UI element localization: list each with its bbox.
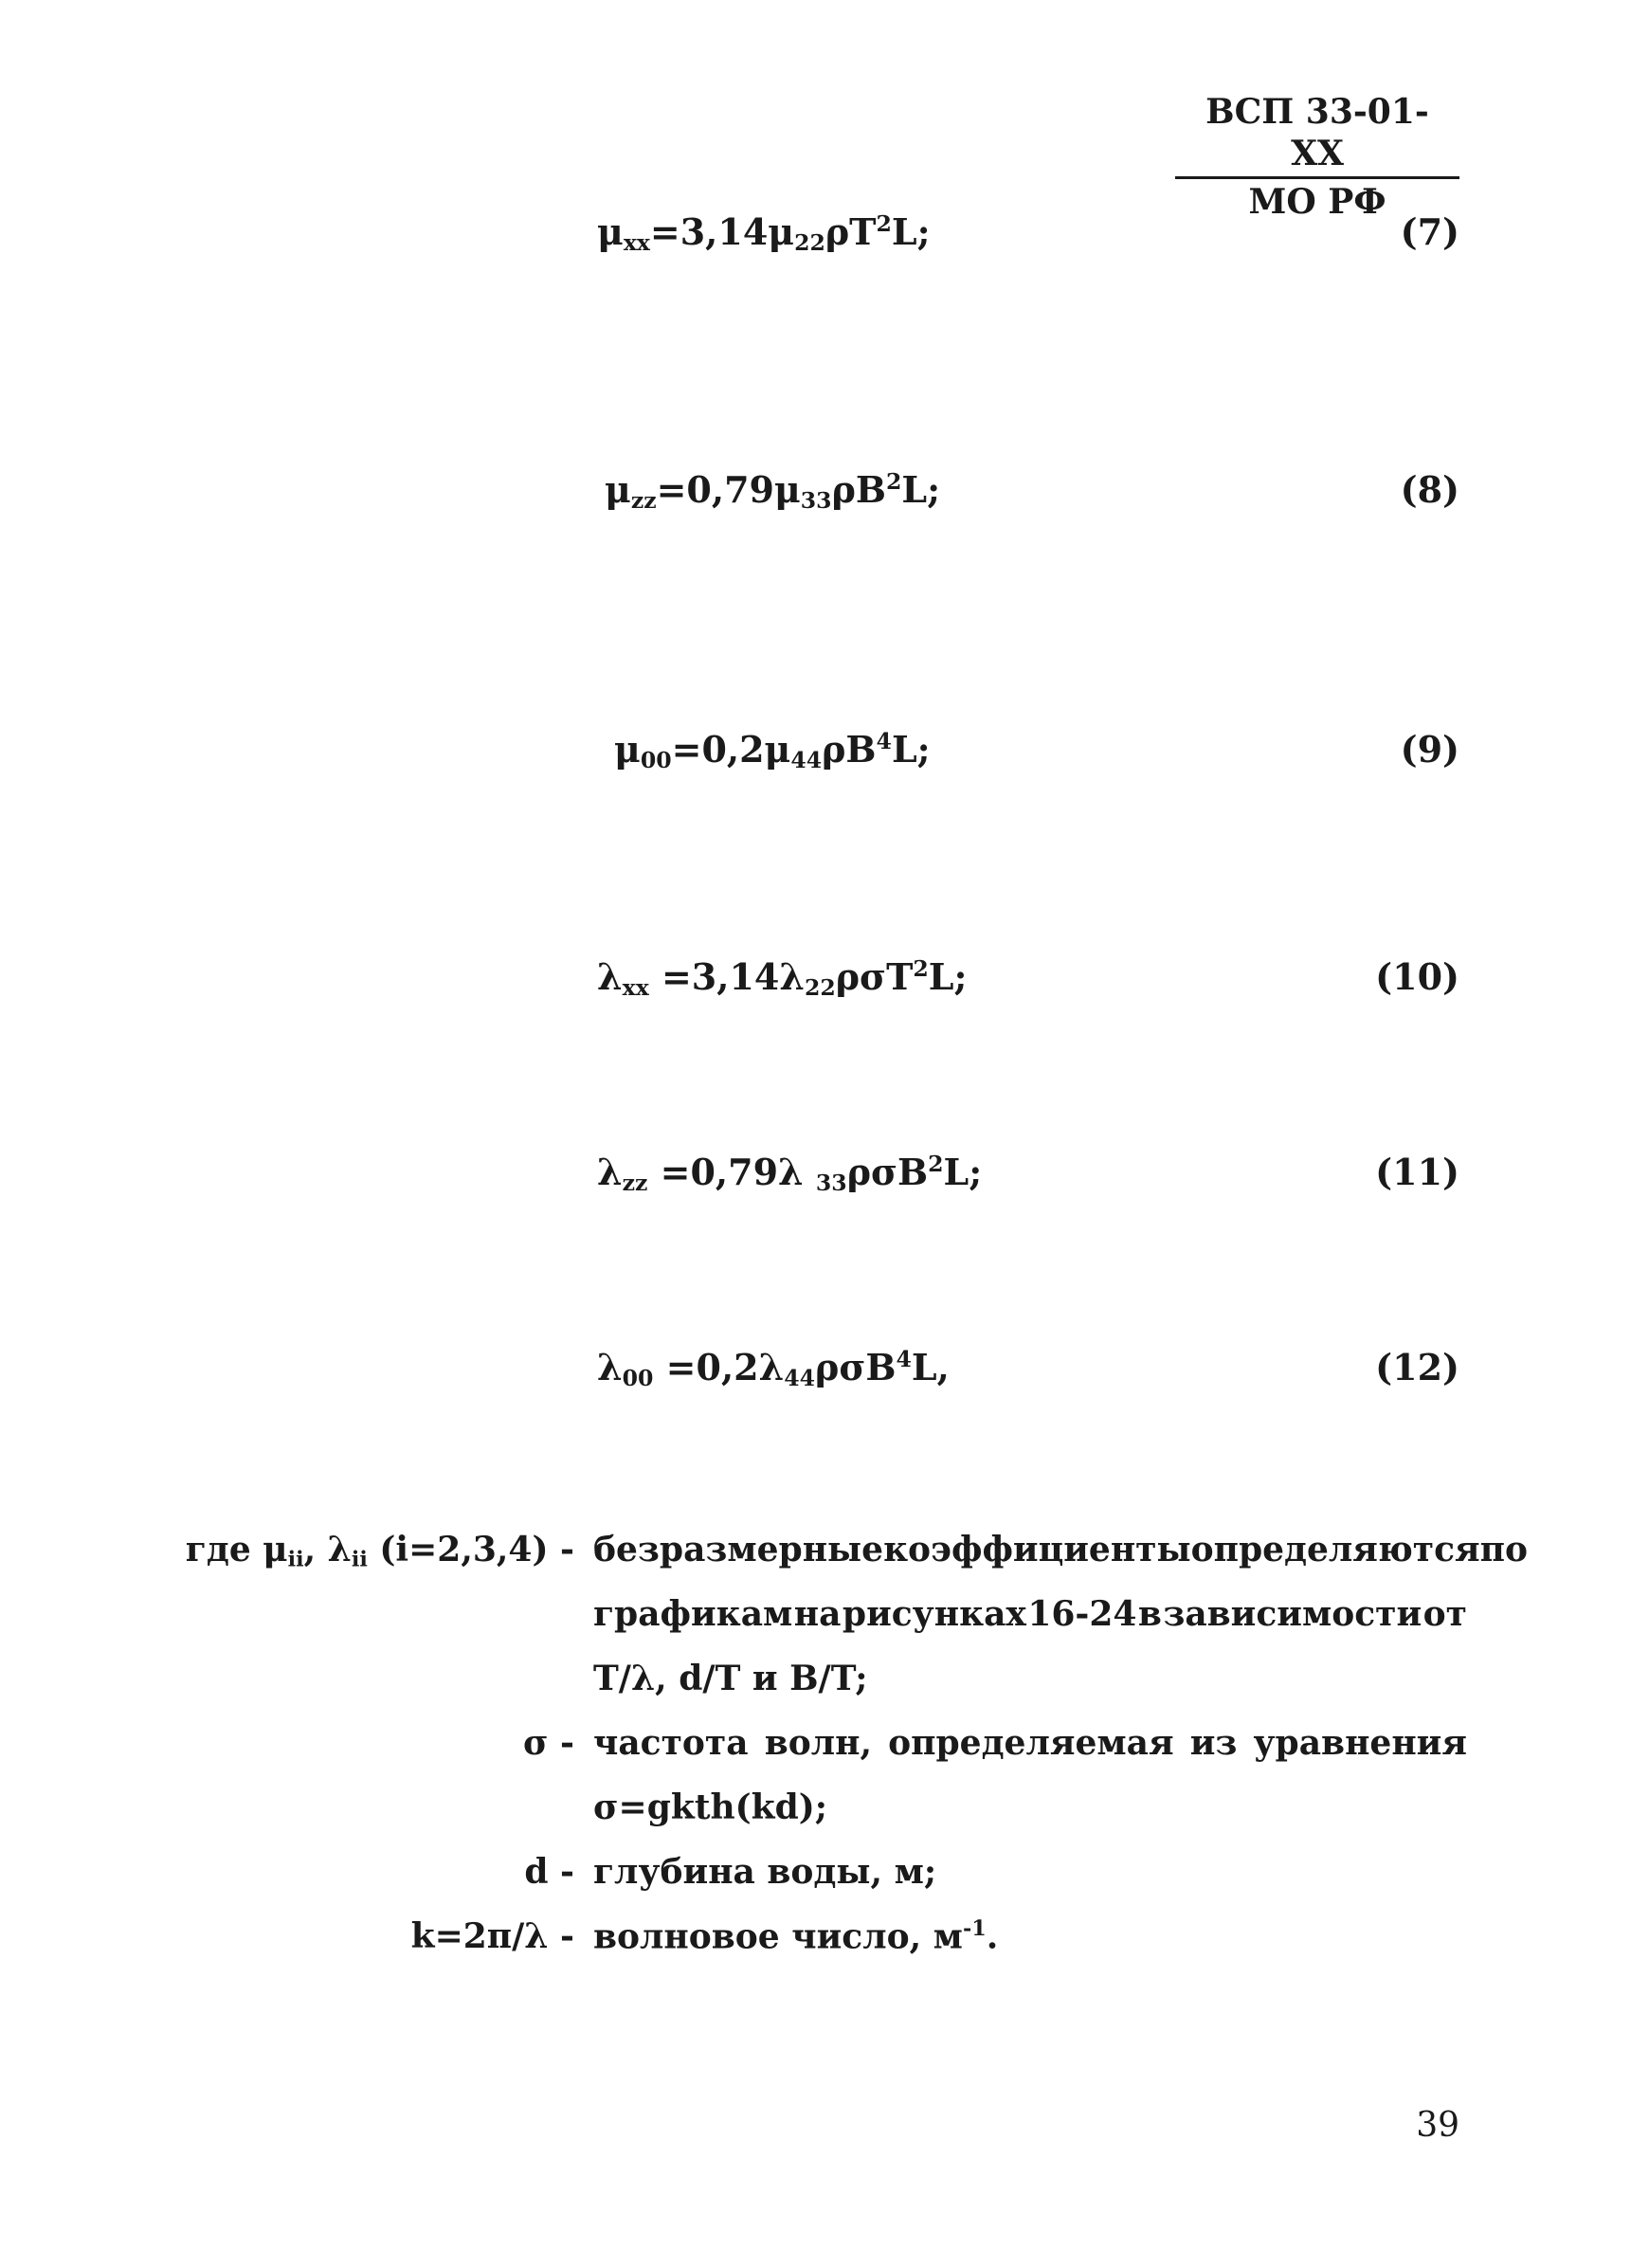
equation-row (0, 210, 1649, 267)
definition-row (0, 1594, 1649, 1659)
definition-text: σ=gkth(kd); (593, 1787, 828, 1827)
equation-number: (11) (1375, 1151, 1459, 1193)
definition-row (0, 1723, 1649, 1787)
equation-row (0, 1346, 1649, 1403)
equation-formula: $\mu_{zz}=0,79\mu_{33}\rho B^2L$; (605, 468, 941, 514)
definition-row (0, 1530, 1649, 1594)
equation-number: (7) (1400, 210, 1459, 253)
equation-formula: $\mu_{00}=0,2\mu_{44}\rho B^4L$; (614, 728, 931, 773)
equation-number: (8) (1400, 468, 1459, 511)
definition-text: безразмерные коэффициенты определяются по (593, 1530, 1529, 1569)
variable-definitions (0, 1530, 1649, 1981)
document-org: МО РФ (1248, 182, 1386, 222)
equation-row (0, 728, 1649, 785)
definition-term: σ - (522, 1723, 574, 1763)
equation-row (0, 955, 1649, 1012)
definition-row (0, 1852, 1649, 1916)
document-header (1175, 91, 1459, 223)
definition-term: d - (524, 1852, 574, 1892)
definition-row (0, 1916, 1649, 1981)
page-number: 39 (1416, 2106, 1459, 2145)
definition-term: k=2π/λ - (410, 1916, 574, 1956)
equation-formula: $\mu_{xx}=3,14\mu_{22}\rho T^2L$; (597, 210, 931, 256)
definition-row (0, 1787, 1649, 1852)
equation-formula: $\lambda_{00} =0,2\lambda_{44}\rho\sigma B^4L$, (597, 1346, 950, 1391)
equation-row (0, 1151, 1649, 1207)
definition-text: графикам на рисунках 16-24 в зависимости от (593, 1594, 1467, 1634)
equation-number: (9) (1400, 728, 1459, 771)
definition-row (0, 1659, 1649, 1723)
document-code: ВСП 33-01-XX (1175, 91, 1459, 179)
equation-row (0, 468, 1649, 525)
definition-term: где $\mu_{ii}$, $\lambda_{ii}$ (i=2,3,4) - (185, 1530, 574, 1572)
equation-formula: $\lambda_{zz} =0,79\lambda$ $_{33}$ρσB$^2$L; (597, 1151, 983, 1196)
definition-text: частота волн, определяемая из уравнения (593, 1723, 1467, 1763)
equation-formula: $\lambda_{xx} =3,14\lambda_{22}\rho\sigma T^2L$; (597, 955, 968, 1001)
equation-number: (10) (1375, 955, 1459, 998)
equation-number: (12) (1375, 1346, 1459, 1388)
definition-text: T/λ, d/T и B/T; (593, 1659, 868, 1698)
definition-text: глубина воды, м; (593, 1852, 937, 1892)
definition-text: волновое число, $м^{-1}$. (593, 1916, 999, 1957)
